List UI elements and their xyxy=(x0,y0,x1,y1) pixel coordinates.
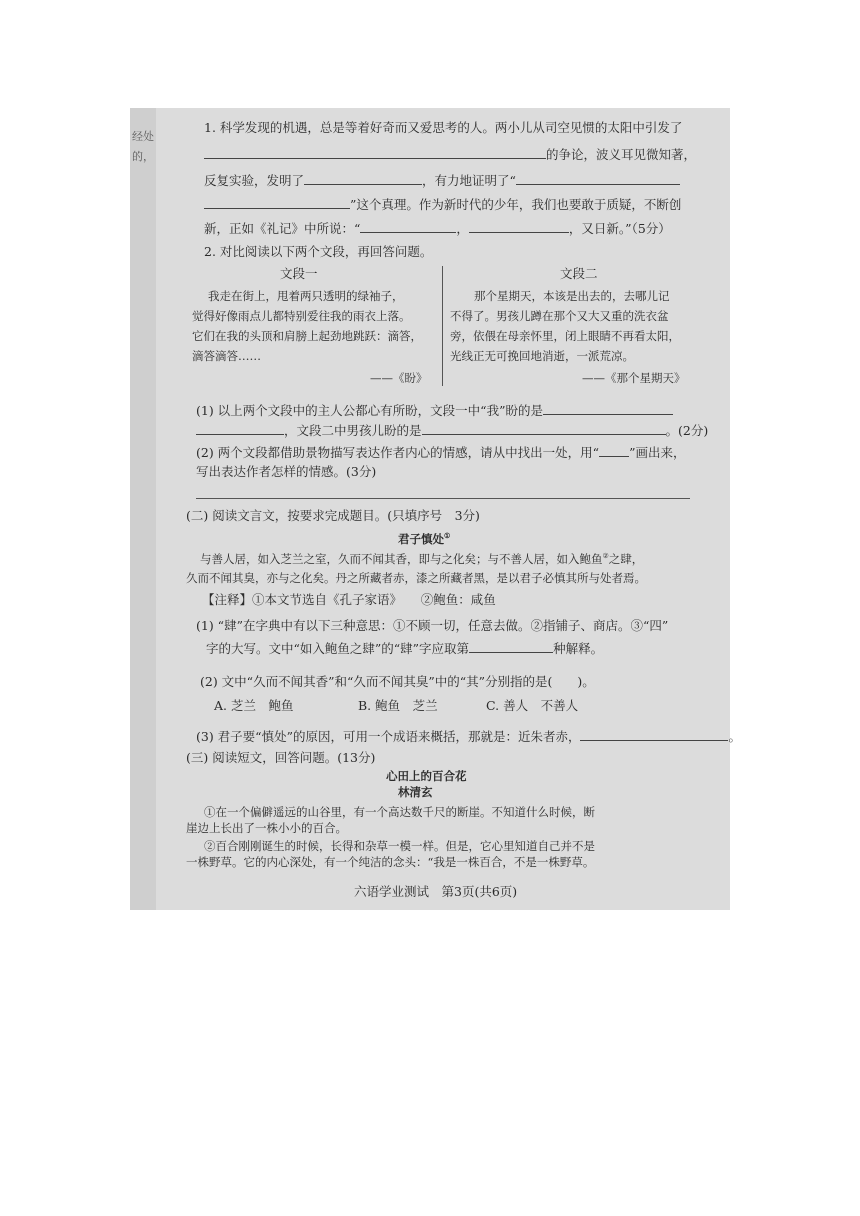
passage2-source: ——《那个星期天》 xyxy=(582,371,686,385)
section2-heading: (二) 阅读文言文，按要求完成题目。(只填序号 3分) xyxy=(186,508,480,523)
passage1-title: 文段一 xyxy=(280,266,318,281)
option-a: A. 芝兰 鲍鱼 xyxy=(214,698,294,713)
blank xyxy=(599,444,629,457)
blank xyxy=(580,728,728,741)
blank xyxy=(469,220,569,233)
q1-line5: 新，正如《礼记》中所说：“ ， ，又日新。”（5分） xyxy=(204,221,671,236)
q1-line2: 的争论，波义耳见微知著， xyxy=(204,146,696,163)
q2-sub2-line2: 写出表达作者怎样的情感。(3分) xyxy=(196,464,377,479)
passage1-source: ——《盼》 xyxy=(370,371,428,385)
sec2-q1-line1: (1) “肆”在字典中有以下三种意思：①不顾一切，任意去做。②指铺子、商店。③“四” xyxy=(196,618,669,633)
page-edge xyxy=(130,108,156,910)
passage2-line: 光线正无可挽回地消逝，一派荒凉。 xyxy=(450,349,634,363)
article-para1-line1: ①在一个偏僻遥远的山谷里，有一个高达数千尺的断崖。不知道什么时候，断 xyxy=(204,805,595,819)
sec2-q3: (3) 君子要“慎处”的原因，可用一个成语来概括，那就是：近朱者赤， 。 xyxy=(196,729,741,744)
passage1-line: 我走在街上，甩着两只透明的绿袖子， xyxy=(208,289,404,303)
blank xyxy=(360,220,456,233)
answer-line xyxy=(196,498,690,499)
classical-text-line2: 久而不闻其臭，亦与之化矣。丹之所藏者赤，漆之所藏者黑，是以君子必慎其所与处者焉。 xyxy=(186,571,646,585)
passage1-line: 觉得好像雨点儿都特别爱往我的雨衣上落。 xyxy=(192,309,411,323)
classical-text-line1: 与善人居，如入芝兰之室，久而不闻其香，即与之化矣；与不善人居，如入鲍鱼②之肆， xyxy=(200,551,644,566)
passage1-line: 滴答滴答…… xyxy=(192,349,261,363)
option-b: B. 鲍鱼 芝兰 xyxy=(358,698,438,713)
blank xyxy=(204,196,350,209)
sec2-q2: (2) 文中“久而不闻其香”和“久而不闻其臭”中的“其”分别指的是( )。 xyxy=(200,674,595,689)
blank xyxy=(469,640,553,653)
q1-line4: ”这个真理。作为新时代的少年，我们也要敢于质疑，不断创 xyxy=(204,196,681,213)
article-para2-line2: 一株野草。它的内心深处，有一个纯洁的念头：“我是一株百合，不是一株野草。 xyxy=(186,855,595,869)
blank xyxy=(422,422,666,435)
article-title: 心田上的百合花 xyxy=(386,769,467,783)
blank xyxy=(196,422,284,435)
passage2-line: 旁，依偎在母亲怀里，闭上眼睛不再看太阳， xyxy=(450,329,680,343)
blank xyxy=(543,402,673,415)
passage2-line: 不得了。男孩儿蹲在那个又大又重的洗衣盆 xyxy=(450,309,669,323)
q2-sub2-line1: (2) 两个文段都借助景物描写表达作者内心的情感，请从中找出一处，用“ ”画出来， xyxy=(196,445,686,460)
passage2-line: 那个星期天，本该是出去的，去哪儿记 xyxy=(474,289,670,303)
article-para1-line2: 崖边上长出了一株小小的百合。 xyxy=(186,821,347,835)
passage1-line: 它们在我的头顶和肩膀上起劲地跳跃：滴答， xyxy=(192,329,422,343)
blank xyxy=(204,146,546,159)
blank xyxy=(304,172,422,185)
sec2-q1-line2: 字的大写。文中“如入鲍鱼之肆”的“肆”字应取第 种解释。 xyxy=(206,641,604,656)
q1-line1: 1. 科学发现的机遇，总是等着好奇而又爱思考的人。两小儿从司空见惯的太阳中引发了 xyxy=(204,120,683,135)
exam-page-photo xyxy=(130,108,741,910)
q2-sub1-line1: (1) 以上两个文段中的主人公都心有所盼，文段一中“我”盼的是 xyxy=(196,402,673,419)
edge-mark: 的， xyxy=(132,150,154,163)
q1-line3: 反复实验，发明了 ，有力地证明了“ xyxy=(204,172,680,189)
article-para2-line1: ②百合刚刚诞生的时候，长得和杂草一模一样。但是，它心里知道自己并不是 xyxy=(204,839,595,853)
edge-mark: 经处 xyxy=(132,130,154,143)
classical-title: 君子慎处① xyxy=(398,531,451,546)
blank xyxy=(516,172,680,185)
q2-sub1-line2: ，文段二中男孩儿盼的是 。(2分) xyxy=(196,422,708,439)
section3-heading: (三) 阅读短文，回答问题。(13分) xyxy=(186,750,376,765)
annotation: 【注释】①本文节选自《孔子家语》 ②鲍鱼：咸鱼 xyxy=(202,592,496,607)
q2-intro: 2. 对比阅读以下两个文段，再回答问题。 xyxy=(204,244,433,259)
passage2-title: 文段二 xyxy=(560,266,598,281)
page-footer: 六语学业测试 第3页(共6页) xyxy=(354,884,518,899)
option-c: C. 善人 不善人 xyxy=(486,698,579,713)
column-divider xyxy=(442,266,443,386)
article-author: 林清玄 xyxy=(398,785,433,799)
